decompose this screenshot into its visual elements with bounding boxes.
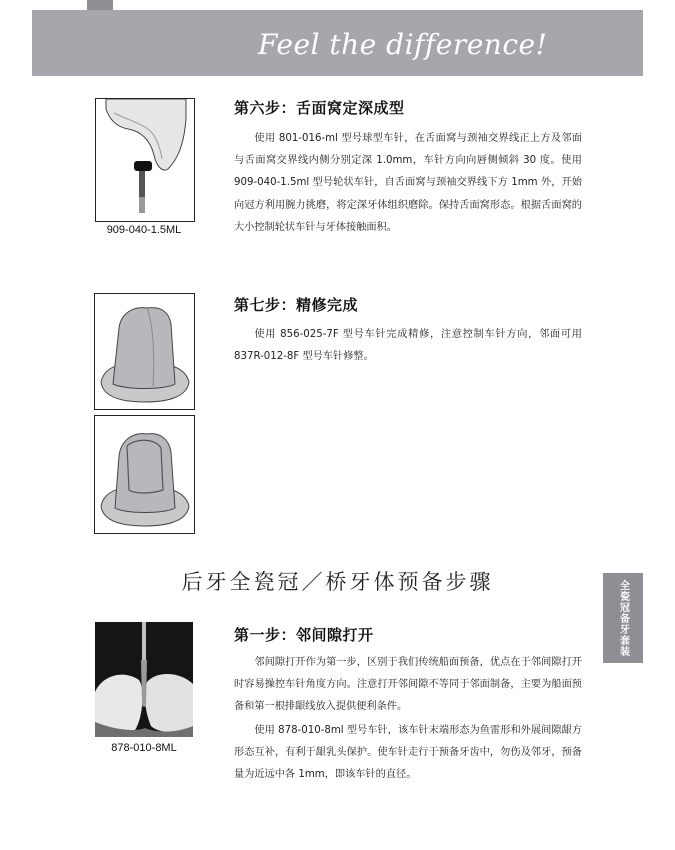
posterior-step1-title: 第一步：邻间隙打开 [234,626,374,644]
interproximal-photo [95,622,193,737]
side-tab: 全瓷冠备牙套装 [603,573,643,663]
prepared-tooth-illustration-1 [95,294,194,409]
posterior-step1-body-2: 使用 878-010-8ml 型号车针，该车针末端形态为鱼雷形和外展间隙龈方形态互补，有利于龈乳头保护。使车针走行于预备牙齿中，勿伤及邻牙，预备量为近远中各 1mm，即该车针的直径。 [234,725,582,781]
teeth-bur-photo [95,622,193,737]
tooth-lingual-bur-figure [95,98,195,222]
crown-finish-figure-1 [94,293,195,410]
step7-title: 第七步：精修完成 [234,296,359,314]
posterior-step1-body-1: 邻间隙打开作为第一步，区别于我们传统船面预备，优点在于邻间隙打开时容易操控车针角度方向。注意打开邻间隙不等同于邻面制备，主要为船面预备和第一根排龈线放入提供便利条件。 [234,657,582,713]
step7-body: 使用 856-025-7F 型号车针完成精修，注意控制车针方向，邻面可用 837R-012-8F 型号车针修整。 [234,329,582,363]
top-tab-marker [87,0,113,10]
tooth-bur-illustration [96,99,194,221]
crown-finish-figure-2 [94,415,195,534]
figure-label-878: 878-010-8ML [111,742,177,754]
slogan: Feel the difference! [258,28,548,61]
step6-body: 使用 801-016-ml 型号球型车针，在舌面窝与颈袖交界线正上方及邻面与舌面窝交界线内侧分别定深 1.0mm，车针方向向唇侧倾斜 30 度。使用 909-040-1.5ml 型号轮状车针，自舌面窝与颈袖交界线下方 1mm 外，开始向冠方利用腕力挑磨，将定深牙体组织磨除。保持舌面窝形态。根据舌面窝的大小控制轮状车针与牙体接触面积。 [234,133,582,233]
section-title: 后牙全瓷冠／桥牙体预备步骤 [181,570,494,594]
figure-label-909: 909-040-1.5ML [106,224,182,236]
header-banner [32,10,643,76]
step6-title: 第六步：舌面窝定深成型 [234,99,405,117]
prepared-tooth-illustration-2 [95,416,194,533]
